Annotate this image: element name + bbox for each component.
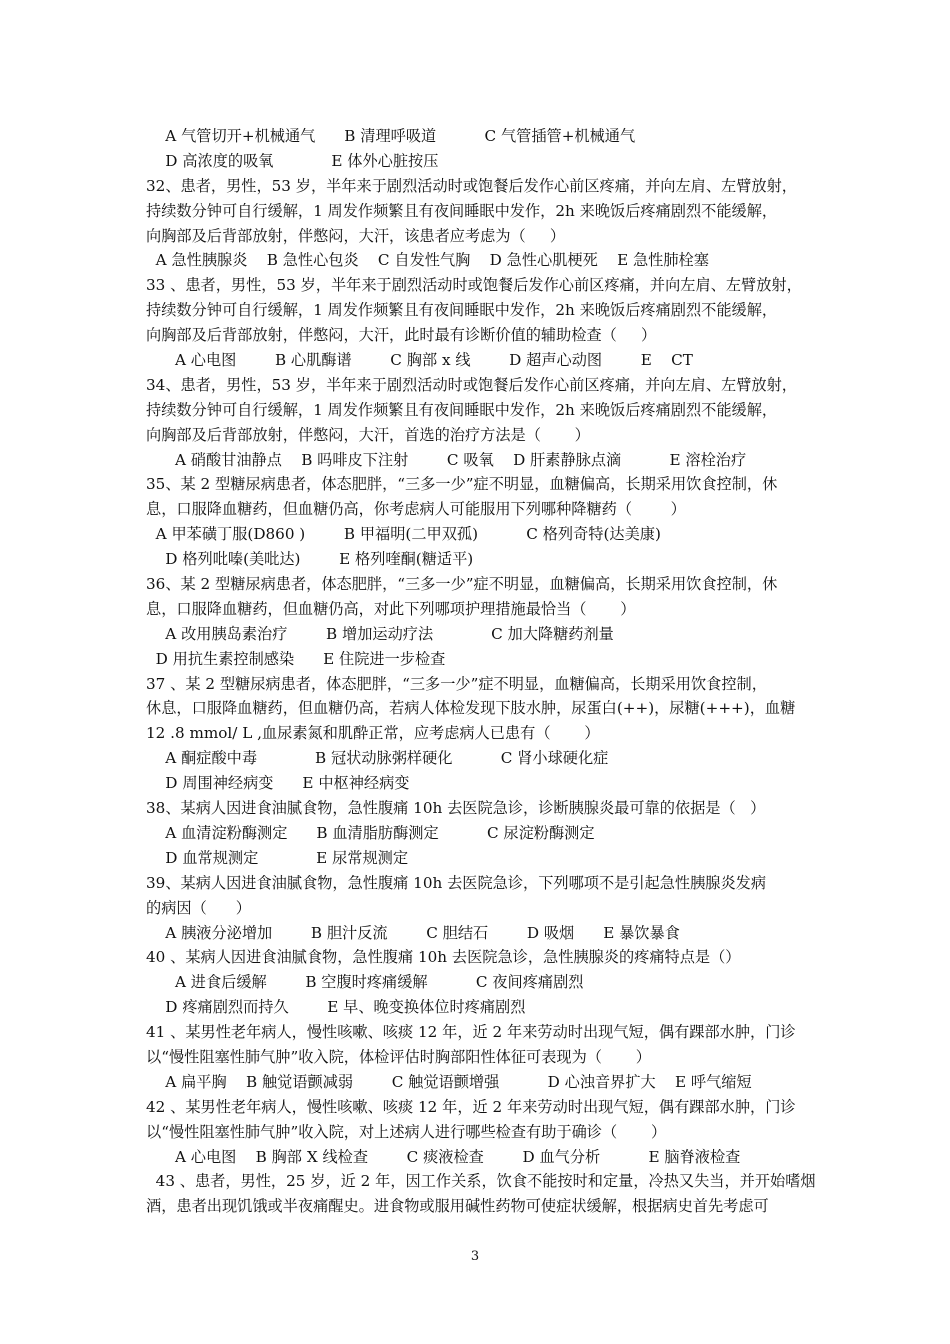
- text-line: A 心电图 B 胸部 X 线检查 C 痰液检查 D 血气分析 E 脑脊液检查: [146, 1147, 741, 1166]
- text-line: A 扁平胸 B 触觉语颤减弱 C 触觉语颤增强 D 心浊音界扩大 E 呼气缩短: [146, 1072, 752, 1091]
- text-line: 的病因（ ）: [146, 898, 251, 917]
- text-line: 持续数分钟可自行缓解，1 周发作频繁且有夜间睡眠中发作，2h 来晚饭后疼痛剧烈不能缓解，: [146, 301, 778, 320]
- text-line: 休息，口服降血糖药，但血糖仍高，若病人体检发现下肢水肿，尿蛋白(++)，尿糖(+++)，血糖: [146, 699, 796, 718]
- text-line: 42 、某男性老年病人，慢性咳嗽、咳痰 12 年，近 2 年来劳动时出现气短，偶有踝部水肿，门诊: [146, 1097, 796, 1116]
- text-line: A 胰液分泌增加 B 胆汁反流 C 胆结石 D 吸烟 E 暴饮暴食: [146, 923, 680, 942]
- text-line: D 周围神经病变 E 中枢神经病变: [146, 774, 410, 793]
- text-line: A 气管切开+机械通气 B 清理呼吸道 C 气管插管+机械通气: [146, 127, 636, 145]
- text-line: 持续数分钟可自行缓解，1 周发作频繁且有夜间睡眠中发作，2h 来晚饭后疼痛剧烈不能缓解，: [146, 400, 778, 419]
- text-line: 41 、某男性老年病人，慢性咳嗽、咳痰 12 年，近 2 年来劳动时出现气短，偶有踝部水肿，门诊: [146, 1023, 796, 1042]
- text-line: A 心电图 B 心肌酶谱 C 胸部 x 线 D 超声心动图 E CT: [146, 351, 693, 370]
- text-line: D 血常规测定 E 尿常规测定: [146, 848, 409, 867]
- text-line: D 疼痛剧烈而持久 E 早、晚变换体位时疼痛剧烈: [146, 998, 526, 1017]
- text-line: 以“慢性阻塞性肺气肿”收入院，体检评估时胸部阳性体征可表现为（ ）: [146, 1047, 651, 1066]
- text-line: A 改用胰岛素治疗 B 增加运动疗法 C 加大降糖药剂量: [146, 624, 614, 643]
- text-line: D 格列吡嗪(美吡达) E 格列喹酮(糖适平): [146, 550, 474, 569]
- text-line: A 进食后缓解 B 空腹时疼痛缓解 C 夜间疼痛剧烈: [146, 973, 584, 992]
- text-line: 向胸部及后背部放射，伴憋闷，大汗，首选的治疗方法是（ ）: [146, 425, 590, 444]
- text-line: 33 、患者，男性，53 岁，半年来于剧烈活动时或饱餐后发作心前区疼痛，并向左肩、左臂放射，: [146, 276, 802, 295]
- text-line: 持续数分钟可自行缓解，1 周发作频繁且有夜间睡眠中发作，2h 来晚饭后疼痛剧烈不能缓解，: [146, 201, 778, 220]
- text-line: 12 .8 mmol/ L ,血尿素氮和肌酔正常，应考虑病人已患有（ ）: [146, 724, 600, 743]
- text-line: 37 、某 2 型糖尿病患者，体态肥胖，“三多一少”症不明显，血糖偏高，长期采用饮食控制，: [146, 674, 767, 693]
- text-line: 34、患者，男性，53 岁，半年来于剧烈活动时或饱餐后发作心前区疼痛，并向左肩、左臂放射，: [146, 375, 797, 394]
- text-line: 35、某 2 型糖尿病患者，体态肥胖，“三多一少”症不明显，血糖偏高，长期采用饮食控制，休: [146, 475, 778, 494]
- text-line: A 急性胰腺炎 B 急性心包炎 C 自发性气胸 D 急性心肌梗死 E 急性肺栓塞: [146, 251, 709, 270]
- text-line: A 血清淀粉酶测定 B 血清脂肪酶测定 C 尿淀粉酶测定: [146, 823, 595, 842]
- text-line: 40 、某病人因进食油腻食物，急性腹痛 10h 去医院急诊，急性胰腺炎的疼痛特点是（）: [146, 948, 741, 967]
- text-line: D 用抗生素控制感染 E 住院进一步检查: [146, 649, 446, 668]
- text-line: 32、患者，男性，53 岁，半年来于剧烈活动时或饱餐后发作心前区疼痛，并向左肩、左臂放射，: [146, 176, 797, 195]
- text-line: A 酮症酸中毒 B 冠状动脉粥样硬化 C 肾小球硬化症: [146, 749, 609, 768]
- text-line: 酒，患者出现饥饿或半夜痛醒史。进食物或服用碱性药物可使症状缓解，根据病史首先考虑可: [146, 1197, 769, 1216]
- document-body: [146, 124, 818, 1219]
- text-line: 38、某病人因进食油腻食物，急性腹痛 10h 去医院急诊，诊断胰腺炎最可靠的依据是（ ）: [146, 799, 766, 818]
- text-line: A 甲苯磺丁服(D860 ) B 甲福明(二甲双孤) C 格列奇特(达美康): [146, 525, 661, 544]
- text-line: A 硝酸甘油静点 B 吗啡皮下注射 C 吸氧 D 肝素静脉点滴 E 溶栓治疗: [146, 450, 747, 469]
- page-number: 3: [470, 1249, 480, 1264]
- text-line: 息，口服降血糖药，但血糖仍高，你考虑病人可能服用下列哪种降糖药（ ）: [146, 500, 686, 519]
- text-line: D 高浓度的吸氧 E 体外心脏按压: [146, 151, 439, 170]
- text-line: 43 、患者，男性，25 岁，近 2 年，因工作关系，饮食不能按时和定量，冷热又失当，并开始嗜烟: [146, 1172, 816, 1191]
- text-line: 36、某 2 型糖尿病患者，体态肥胖，“三多一少”症不明显，血糖偏高，长期采用饮食控制，休: [146, 575, 778, 594]
- text-line: 以“慢性阻塞性肺气肿”收入院，对上述病人进行哪些检查有助于确诊（ ）: [146, 1122, 667, 1141]
- text-line: 向胸部及后背部放射，伴憋闷，大汗，此时最有诊断价值的辅助检查（ ）: [146, 326, 657, 345]
- text-line: 39、某病人因进食油腻食物，急性腹痛 10h 去医院急诊，下列哪项不是引起急性胰腺炎发病: [146, 873, 767, 892]
- text-line: 息，口服降血糖药，但血糖仍高，对此下列哪项护理措施最恰当（ ）: [146, 599, 636, 618]
- text-line: 向胸部及后背部放射，伴憋闷，大汗，该患者应考虑为（ ）: [146, 226, 566, 245]
